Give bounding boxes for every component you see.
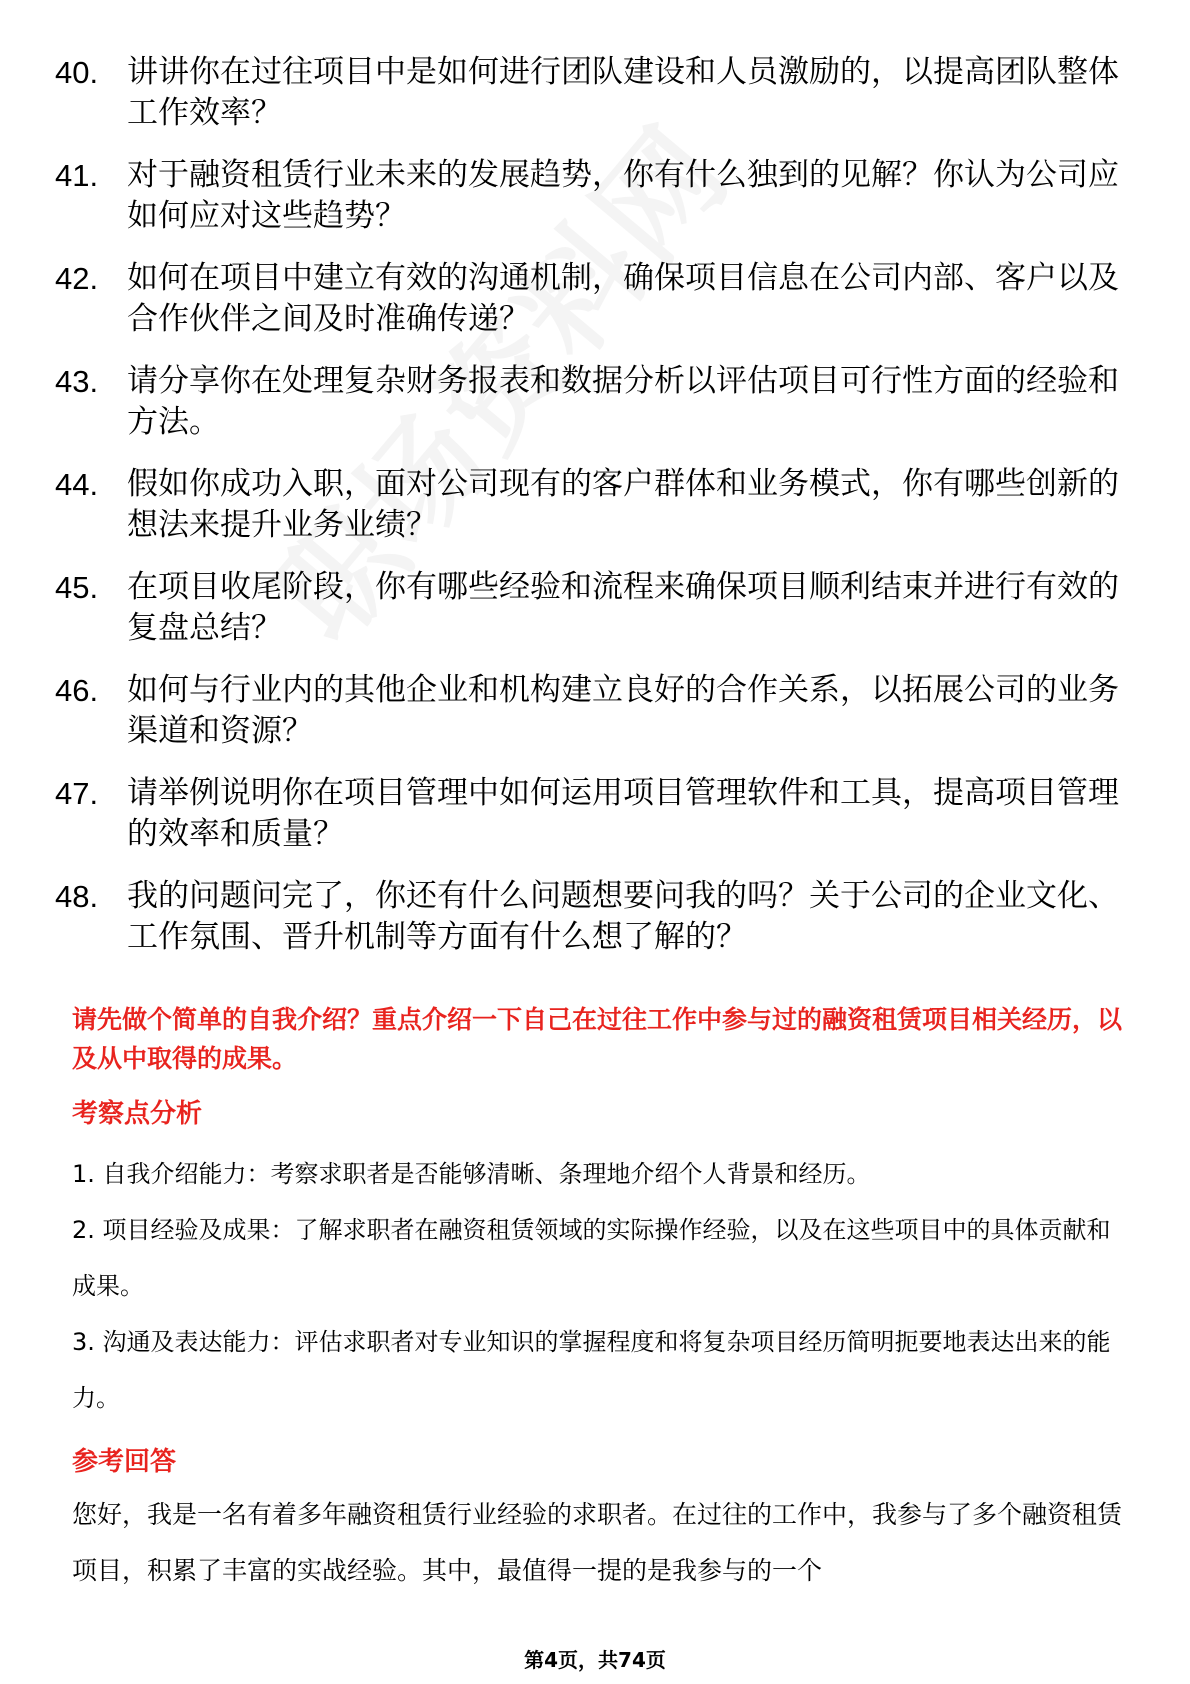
question-item	[55, 773, 1135, 855]
analysis-item: 1. 自我介绍能力：考察求职者是否能够清晰、条理地介绍个人背景和经历。	[72, 1160, 871, 1188]
question-number: 40.	[55, 55, 99, 90]
question-number: 41.	[55, 158, 99, 193]
question-text: 请举例说明你在项目管理中如何运用项目管理软件和工具，提高项目管理的效率和质量？	[127, 775, 1119, 852]
question-text: 请分享你在处理复杂财务报表和数据分析以评估项目可行性方面的经验和方法。	[127, 363, 1119, 440]
page-footer: 第4页，共74页	[524, 1648, 666, 1672]
question-item	[55, 52, 1135, 134]
question-item	[55, 464, 1135, 546]
question-number: 43.	[55, 364, 99, 399]
analysis-item: 3. 沟通及表达能力：评估求职者对专业知识的掌握程度和将复杂项目经历简明扼要地表达出来的能力。	[72, 1328, 1111, 1412]
question-text: 我的问题问完了，你还有什么问题想要问我的吗？关于公司的企业文化、工作氛围、晋升机制等方面有什么想了解的？	[127, 878, 1119, 955]
question-text: 如何与行业内的其他企业和机构建立良好的合作关系，以拓展公司的业务渠道和资源？	[127, 672, 1119, 749]
featured-question: 请先做个简单的自我介绍？重点介绍一下自己在过往工作中参与过的融资租赁项目相关经历，以及从中取得的成果。	[72, 1005, 1123, 1073]
question-item	[55, 155, 1135, 237]
question-number: 45.	[55, 570, 99, 605]
question-text: 如何在项目中建立有效的沟通机制，确保项目信息在公司内部、客户以及合作伙伴之间及时准确传递？	[127, 260, 1119, 337]
question-text: 对于融资租赁行业未来的发展趋势，你有什么独到的见解？你认为公司应如何应对这些趋势？	[127, 157, 1119, 234]
question-number: 46.	[55, 673, 99, 708]
question-number: 44.	[55, 467, 99, 502]
question-item	[55, 361, 1135, 443]
question-number: 47.	[55, 776, 99, 811]
question-number: 48.	[55, 879, 99, 914]
answer-heading: 参考回答	[72, 1447, 177, 1477]
answer-body	[72, 1487, 1122, 1599]
analysis-list	[72, 1146, 1122, 1426]
question-text: 假如你成功入职，面对公司现有的客户群体和业务模式，你有哪些创新的想法来提升业务业绩？	[127, 466, 1119, 543]
question-item	[55, 567, 1135, 649]
question-number: 42.	[55, 261, 99, 296]
question-text: 在项目收尾阶段，你有哪些经验和流程来确保项目顺利结束并进行有效的复盘总结？	[127, 569, 1119, 646]
analysis-item: 2. 项目经验及成果：了解求职者在融资租赁领域的实际操作经验，以及在这些项目中的具体贡献和成果。	[72, 1216, 1111, 1300]
question-item	[55, 876, 1135, 958]
question-item	[55, 258, 1135, 340]
analysis-heading: 考察点分析	[72, 1099, 203, 1129]
question-item	[55, 670, 1135, 752]
question-text: 讲讲你在过往项目中是如何进行团队建设和人员激励的，以提高团队整体工作效率？	[127, 54, 1119, 131]
question-list	[55, 52, 1135, 979]
answer-text: 您好，我是一名有着多年融资租赁行业经验的求职者。在过往的工作中，我参与了多个融资租赁项目，积累了丰富的实战经验。其中，最值得一提的是我参与的一个	[72, 1500, 1123, 1585]
